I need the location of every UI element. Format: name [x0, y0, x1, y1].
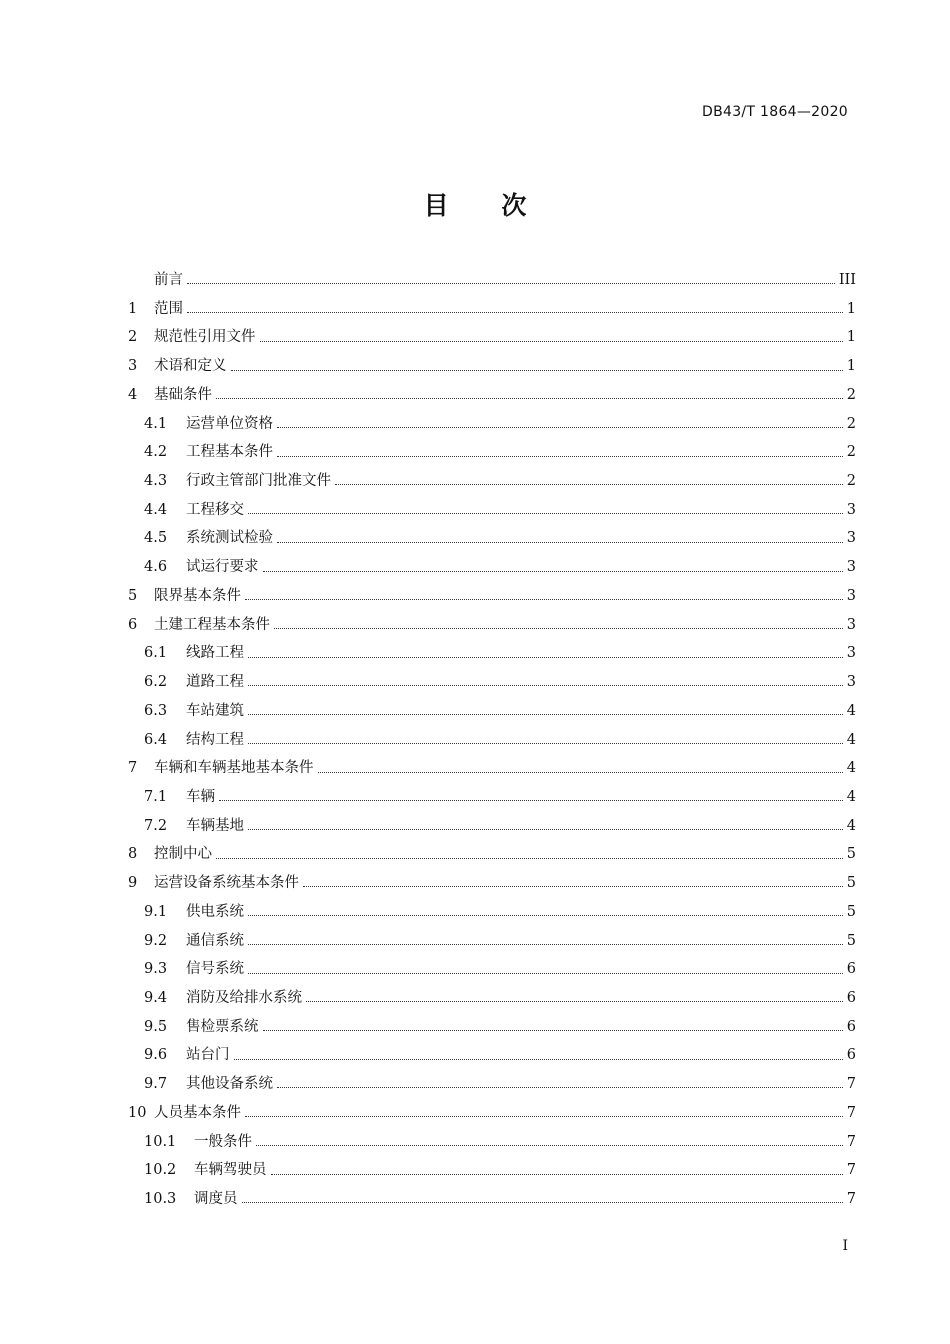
toc-entry-label: 一般条件	[194, 1133, 252, 1150]
toc-leader-dots	[256, 1144, 843, 1146]
toc-entry-page: 3	[846, 674, 856, 691]
toc-entry-page: 2	[846, 444, 856, 461]
toc-entry-page: 4	[846, 760, 856, 777]
toc-entry[interactable]	[128, 1013, 856, 1042]
toc-entry-number: 3	[128, 358, 138, 375]
toc-leader-dots	[234, 1058, 843, 1060]
toc-entry-number: 6	[128, 616, 138, 633]
toc-entry-page: 3	[846, 559, 856, 576]
toc-entry[interactable]	[128, 726, 856, 755]
toc-entry[interactable]	[128, 582, 856, 611]
toc-entry-label: 术语和定义	[154, 358, 227, 375]
toc-entry-label: 其他设备系统	[186, 1076, 273, 1093]
toc-entry-label: 通信系统	[186, 932, 244, 949]
toc-entry-number: 2	[128, 329, 138, 346]
toc-entry-number: 4.5	[144, 530, 168, 547]
toc-leader-dots	[248, 742, 843, 744]
toc-entry-label: 试运行要求	[186, 559, 259, 576]
toc-entry-label: 信号系统	[186, 961, 244, 978]
toc-entry[interactable]	[128, 438, 856, 467]
toc-leader-dots	[335, 483, 843, 485]
toc-leader-dots	[216, 397, 843, 399]
toc-entry-label: 线路工程	[186, 645, 244, 662]
toc-entry-page: 7	[846, 1191, 856, 1207]
page-number: I	[842, 1238, 848, 1254]
toc-entry-page: 7	[846, 1162, 856, 1179]
table-of-contents	[128, 266, 856, 1214]
toc-leader-dots	[277, 455, 843, 457]
toc-entry-number: 4.2	[144, 444, 168, 461]
toc-entry[interactable]	[128, 1099, 856, 1128]
toc-entry-number: 7.2	[144, 817, 168, 834]
toc-entry-number: 4.6	[144, 559, 168, 576]
toc-entry-label: 工程基本条件	[186, 444, 273, 461]
toc-entry-label: 规范性引用文件	[154, 329, 256, 346]
toc-entry[interactable]	[128, 869, 856, 898]
toc-entry-label: 车辆和车辆基地基本条件	[154, 760, 314, 777]
toc-entry-number: 9.1	[144, 903, 168, 920]
toc-entry[interactable]	[128, 467, 856, 496]
toc-entry-page: 6	[846, 989, 856, 1006]
toc-leader-dots	[248, 684, 843, 686]
toc-entry-page: 5	[846, 846, 856, 863]
toc-entry-label: 车辆驾驶员	[194, 1162, 267, 1179]
toc-entry-number: 9.7	[144, 1076, 168, 1093]
toc-leader-dots	[242, 1201, 843, 1203]
toc-entry-page: 1	[846, 329, 856, 346]
toc-entry-page: 1	[846, 300, 856, 317]
toc-entry-page: 7	[846, 1133, 856, 1150]
toc-entry-number: 6.4	[144, 731, 168, 748]
toc-entry-number: 6.1	[144, 645, 168, 662]
toc-entry-number: 4.4	[144, 501, 168, 518]
toc-entry[interactable]	[128, 984, 856, 1013]
toc-entry-label: 消防及给排水系统	[186, 989, 302, 1006]
toc-entry-page: 2	[846, 473, 856, 490]
toc-entry-label: 站台门	[186, 1047, 230, 1064]
toc-entry-number: 9	[128, 875, 138, 892]
toc-entry-label: 工程移交	[186, 501, 244, 518]
toc-entry-number: 4	[128, 386, 138, 403]
toc-entry-page: 4	[846, 731, 856, 748]
toc-entry[interactable]	[128, 697, 856, 726]
toc-entry-label: 运营设备系统基本条件	[154, 875, 299, 892]
toc-entry-label: 土建工程基本条件	[154, 616, 270, 633]
toc-entry-label: 系统测试检验	[186, 530, 273, 547]
toc-entry-page: 2	[846, 415, 856, 432]
toc-leader-dots	[318, 771, 843, 773]
toc-leader-dots	[263, 1029, 843, 1031]
toc-entry-number: 6.2	[144, 674, 168, 691]
toc-leader-dots	[303, 885, 843, 887]
toc-entry[interactable]	[128, 927, 856, 956]
toc-leader-dots	[248, 943, 843, 945]
document-code: DB43/T 1864—2020	[702, 104, 848, 120]
toc-entry-number: 5	[128, 587, 138, 604]
toc-entry-label: 范围	[154, 300, 183, 317]
toc-leader-dots	[248, 656, 843, 658]
toc-entry[interactable]	[128, 323, 856, 352]
toc-entry-number: 7.1	[144, 788, 168, 805]
toc-entry-label: 供电系统	[186, 903, 244, 920]
toc-entry[interactable]	[128, 812, 856, 841]
toc-entry[interactable]	[128, 496, 856, 525]
toc-entry[interactable]	[128, 295, 856, 324]
toc-leader-dots	[187, 311, 843, 313]
toc-entry-page: 2	[846, 386, 856, 403]
toc-entry-page: 3	[846, 587, 856, 604]
toc-entry-page: 1	[846, 358, 856, 375]
toc-entry-label: 限界基本条件	[154, 587, 241, 604]
toc-entry-label: 行政主管部门批准文件	[186, 473, 331, 490]
toc-entry-number: 4.1	[144, 415, 168, 432]
toc-entry[interactable]	[128, 381, 856, 410]
toc-entry-label: 前言	[154, 272, 183, 288]
toc-leader-dots	[277, 1086, 843, 1088]
toc-entry-label: 人员基本条件	[154, 1104, 241, 1121]
toc-entry-page: 7	[846, 1104, 856, 1121]
toc-entry-page: 7	[846, 1076, 856, 1093]
toc-leader-dots	[277, 426, 843, 428]
toc-entry[interactable]	[128, 639, 856, 668]
toc-entry-label: 售检票系统	[186, 1018, 259, 1035]
toc-leader-dots	[248, 512, 843, 514]
toc-entry-label: 车辆	[186, 788, 215, 805]
toc-entry-page: 4	[846, 702, 856, 719]
toc-entry[interactable]	[128, 668, 856, 697]
toc-entry[interactable]	[128, 1070, 856, 1099]
toc-leader-dots	[248, 828, 843, 830]
toc-entry[interactable]	[128, 410, 856, 439]
toc-leader-dots	[274, 627, 843, 629]
toc-entry-label: 车辆基地	[186, 817, 244, 834]
toc-entry-label: 道路工程	[186, 674, 244, 691]
toc-entry-number: 10.2	[144, 1162, 177, 1179]
toc-entry-number: 9.6	[144, 1047, 168, 1064]
toc-title: 目 次	[423, 191, 527, 220]
toc-entry-page: 3	[846, 501, 856, 518]
toc-leader-dots	[187, 282, 835, 284]
toc-entry-label: 调度员	[194, 1191, 238, 1207]
toc-entry[interactable]	[128, 955, 856, 984]
toc-entry-page: 5	[846, 932, 856, 949]
toc-entry[interactable]	[128, 266, 856, 295]
toc-leader-dots	[263, 570, 843, 572]
toc-entry-number: 4.3	[144, 473, 168, 490]
toc-entry-number: 10	[128, 1104, 147, 1121]
toc-entry-page: 5	[846, 875, 856, 892]
toc-entry-page: 4	[846, 788, 856, 805]
toc-leader-dots	[277, 541, 843, 543]
toc-entry[interactable]	[128, 840, 856, 869]
toc-leader-dots	[216, 857, 843, 859]
toc-entry-page: III	[838, 272, 856, 288]
toc-entry-page: 3	[846, 645, 856, 662]
toc-leader-dots	[260, 340, 843, 342]
toc-entry-number: 7	[128, 760, 138, 777]
toc-entry-page: 6	[846, 961, 856, 978]
toc-entry-page: 6	[846, 1047, 856, 1064]
toc-entry-label: 车站建筑	[186, 702, 244, 719]
toc-entry[interactable]	[128, 783, 856, 812]
toc-entry-number: 6.3	[144, 702, 168, 719]
toc-leader-dots	[248, 972, 843, 974]
toc-entry[interactable]	[128, 1185, 856, 1214]
toc-entry-page: 3	[846, 530, 856, 547]
toc-entry[interactable]	[128, 754, 856, 783]
toc-entry-number: 1	[128, 300, 138, 317]
toc-entry[interactable]	[128, 553, 856, 582]
toc-entry-label: 基础条件	[154, 386, 212, 403]
toc-entry-number: 9.3	[144, 961, 168, 978]
toc-leader-dots	[248, 914, 843, 916]
toc-leader-dots	[245, 1115, 843, 1117]
toc-entry-number: 10.3	[144, 1191, 177, 1207]
toc-leader-dots	[271, 1173, 843, 1175]
toc-entry-page: 6	[846, 1018, 856, 1035]
toc-leader-dots	[219, 799, 843, 801]
toc-entry[interactable]	[128, 611, 856, 640]
toc-entry[interactable]	[128, 1156, 856, 1185]
toc-entry-page: 4	[846, 817, 856, 834]
toc-entry-label: 运营单位资格	[186, 415, 273, 432]
toc-entry[interactable]	[128, 352, 856, 381]
toc-entry-number: 8	[128, 846, 138, 863]
toc-entry[interactable]	[128, 1041, 856, 1070]
toc-leader-dots	[231, 369, 843, 371]
toc-entry-label: 控制中心	[154, 846, 212, 863]
toc-entry[interactable]	[128, 1128, 856, 1157]
toc-entry-number: 9.2	[144, 932, 168, 949]
toc-entry-label: 结构工程	[186, 731, 244, 748]
toc-entry-number: 9.5	[144, 1018, 168, 1035]
toc-entry-number: 10.1	[144, 1133, 177, 1150]
toc-entry-page: 5	[846, 903, 856, 920]
toc-entry-page: 3	[846, 616, 856, 633]
toc-leader-dots	[306, 1000, 843, 1002]
toc-entry-number: 9.4	[144, 989, 168, 1006]
toc-leader-dots	[248, 713, 843, 715]
toc-entry[interactable]	[128, 898, 856, 927]
toc-entry[interactable]	[128, 524, 856, 553]
toc-leader-dots	[245, 598, 843, 600]
